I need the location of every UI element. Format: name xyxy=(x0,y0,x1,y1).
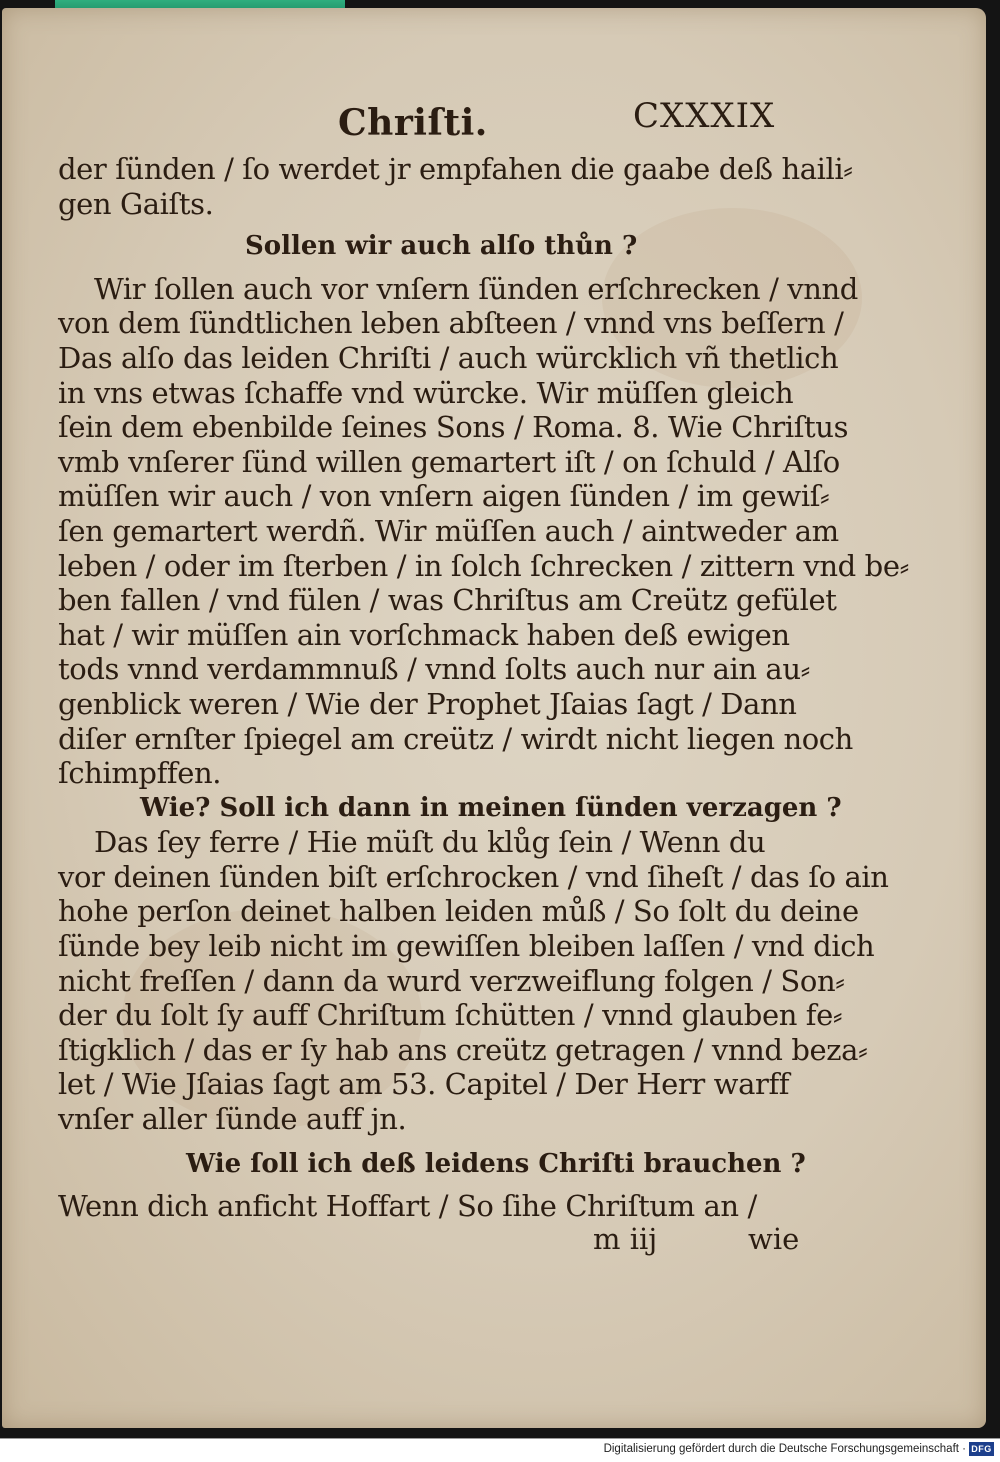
text-line: in vns etwas ſchaffe vnd würcke. Wir müſſen gleich xyxy=(58,375,794,410)
text-line: diſer ernſter ſpiegel am creütz / wirdt nicht liegen noch xyxy=(58,721,853,756)
page-text xyxy=(58,92,909,1256)
text-line: hohe perſon deinet halben leiden můß / So ſolt du deine xyxy=(58,894,859,929)
text-line: tods vnnd verdammnuß / vnnd ſolts auch nur ain au⸗ xyxy=(58,652,810,687)
text-line: vor deinen ſünden biſt erſchrocken / vnd ſiheſt / das ſo ain xyxy=(58,859,889,894)
text-line: Das alſo das leiden Chriſti / auch würcklich vñ thetlich xyxy=(58,340,839,375)
text-line: leben / oder im ſterben / in ſolch ſchrecken / zittern vnd be⸗ xyxy=(58,548,909,583)
text-line: ſen gemartert werdñ. Wir müſſen auch / aintweder am xyxy=(58,513,839,548)
page-header xyxy=(58,92,798,152)
text-line: von dem ſündtlichen leben abſteen / vnnd vns beſſern / xyxy=(58,306,844,341)
text-line: der du ſolt ſy auff Chriſtum ſchütten / vnnd glauben fe⸗ xyxy=(58,998,843,1033)
text-line: Das ſey ferre / Hie müſt du klůg ſein / Wenn du xyxy=(94,825,766,860)
text-line: vmb vnſerer ſünd willen gemartert iſt / on ſchuld / Alſo xyxy=(58,444,840,479)
section-heading: Wie? Soll ich dann in meinen ſünden verzagen ? xyxy=(140,792,842,823)
funding-credit: Digitalisierung gefördert durch die Deutsche Forschungsgemeinschaft · xyxy=(603,1443,966,1455)
signature-line xyxy=(58,1221,800,1256)
folio-number: CXXXIX xyxy=(633,96,776,136)
paragraph xyxy=(58,271,909,791)
paragraph xyxy=(58,152,853,221)
footer-bar xyxy=(0,1438,1000,1462)
section-heading: Wie ſoll ich deß leidens Chriſti brauchen ? xyxy=(186,1148,806,1179)
text-line: nicht freſſen / dann da wurd verzweiflung folgen / Son⸗ xyxy=(58,963,845,998)
text-line: vnſer aller ſünde auff jn. xyxy=(58,1102,407,1137)
text-line: müſſen wir auch / von vnſern aigen ſünden / im gewiſ⸗ xyxy=(58,479,830,514)
paragraph xyxy=(58,825,889,1137)
section-heading: Sollen wir auch alſo thůn ? xyxy=(245,231,638,262)
text-line: ben fallen / vnd fülen / was Chriſtus am Creütz gefület xyxy=(58,583,837,618)
text-line: hat / wir müſſen ain vorſchmack haben deß ewigen xyxy=(58,617,790,652)
running-head: Chriſti. xyxy=(338,102,488,144)
text-line: Wenn dich anficht Hoffart / So ſihe Chriſtum an / xyxy=(58,1189,757,1224)
text-line: ſein dem ebenbilde ſeines Sons / Roma. 8. Wie Chriſtus xyxy=(58,410,849,445)
paragraph xyxy=(58,1189,798,1224)
dfg-logo: DFG xyxy=(969,1442,994,1456)
text-line: gen Gaiſts. xyxy=(58,186,214,221)
text-line: ſchimpffen. xyxy=(58,756,222,791)
text-line: ſünde bey leib nicht im gewiſſen bleiben laſſen / vnd dich xyxy=(58,929,875,964)
text-line: Wir ſollen auch vor vnſern ſünden erſchrecken / vnnd xyxy=(94,271,858,306)
text-line: ſtigklich / das er ſy hab ans creütz getragen / vnnd beza⸗ xyxy=(58,1032,868,1067)
signature-mark: m iij xyxy=(593,1221,658,1256)
text-line: genblick weren / Wie der Prophet Jſaias ſagt / Dann xyxy=(58,686,797,721)
text-line: let / Wie Jſaias ſagt am 53. Capitel / Der Herr warff xyxy=(58,1067,790,1102)
catchword: wie xyxy=(748,1221,800,1256)
text-line: der ſünden / ſo werdet jr empfahen die gaabe deß haili⸗ xyxy=(58,152,853,186)
